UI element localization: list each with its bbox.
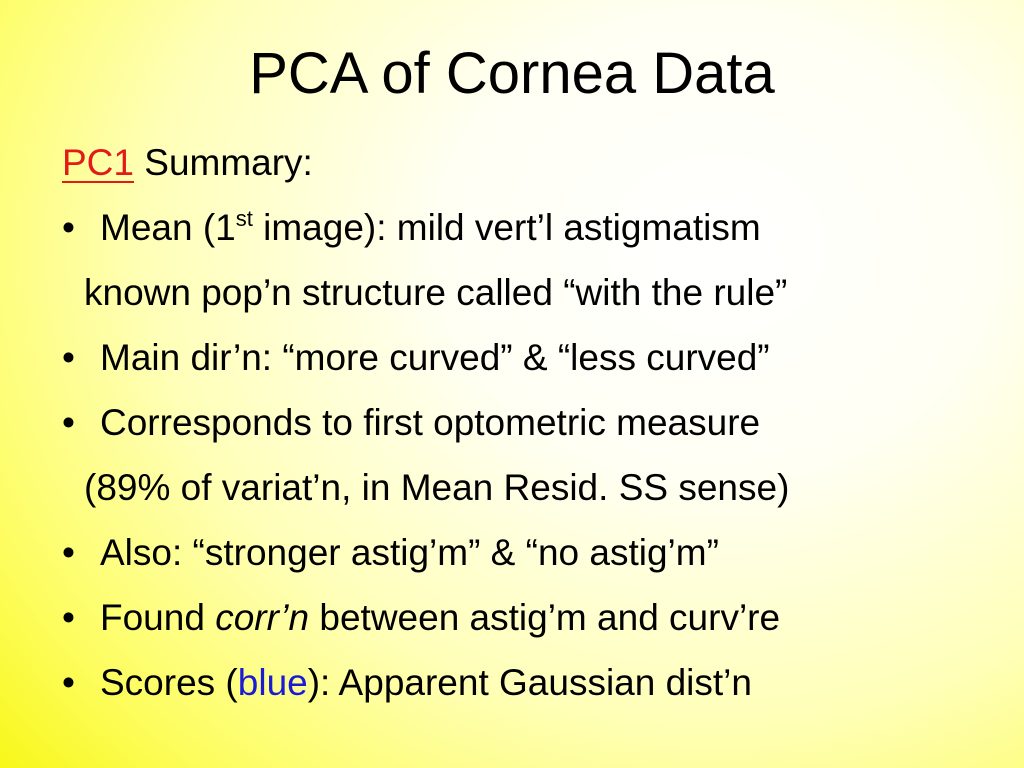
bullet-scores-text-b: ): Apparent Gaussian dist’n	[307, 662, 752, 703]
bullet-corresponds-continuation: (89% of variat’n, in Mean Resid. SS sense)	[84, 467, 790, 508]
bullet-icon: •	[62, 337, 75, 378]
bullet-scores-text-a: Scores (	[100, 662, 238, 703]
bullet-corresponds-text: Corresponds to first optometric measure	[100, 402, 761, 443]
slide-body	[62, 138, 1002, 723]
bullet-mean-text-b: image): mild vert’l astigmatism	[252, 207, 761, 248]
bullet-mean-text-a: Mean (1	[100, 207, 236, 248]
bullet-found-text-a: Found	[100, 597, 216, 638]
pc1-link[interactable]: PC1	[62, 142, 134, 183]
bullet-main-direction	[62, 333, 1002, 398]
bullet-icon: •	[62, 207, 75, 248]
bullet-scores	[62, 658, 1002, 723]
bullet-main-direction-text: Main dir’n: “more curved” & “less curved”	[100, 337, 770, 378]
bullet-mean	[62, 203, 1002, 268]
bullet-scores-blue-word: blue	[237, 662, 308, 703]
bullet-corresponds	[62, 398, 1002, 463]
bullet-icon: •	[62, 662, 75, 703]
bullet-mean-continuation: known pop’n structure called “with the rule”	[84, 272, 788, 313]
bullet-icon: •	[62, 532, 75, 573]
summary-heading	[62, 138, 1002, 203]
bullet-mean-superscript: st	[235, 206, 253, 231]
slide-title: PCA of Cornea Data	[249, 41, 775, 106]
bullet-found	[62, 593, 1002, 658]
bullet-found-text-b: between astig’m and curv’re	[309, 597, 781, 638]
bullet-icon: •	[62, 597, 75, 638]
bullet-icon: •	[62, 402, 75, 443]
bullet-also	[62, 528, 1002, 593]
bullet-also-text: Also: “stronger astig’m” & “no astig’m”	[100, 532, 719, 573]
bullet-found-italic: corr’n	[215, 597, 310, 638]
summary-heading-label: Summary:	[133, 142, 313, 183]
